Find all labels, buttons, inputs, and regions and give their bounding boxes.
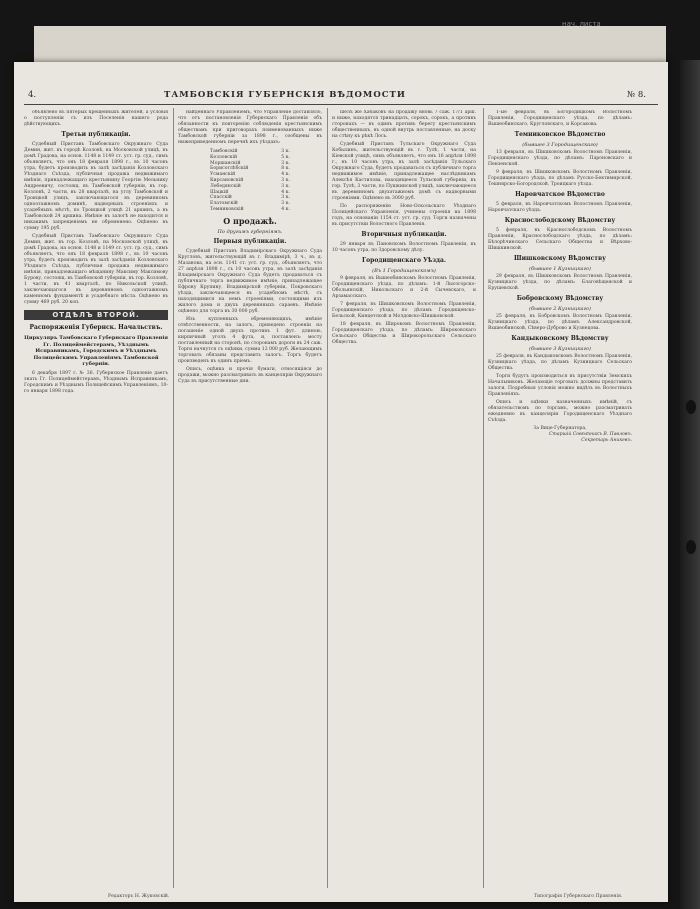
- paragraph: Торги будутъ производиться въ присутствіи Земскихъ Начальниковъ. Желающіе торговать должны представить залоги. Подробныя условія можно видѣть въ Волостныхъ Правленіяхъ.: [488, 374, 632, 397]
- running-head: [14, 90, 668, 104]
- paragraph: 29 января въ Пановскомъ Волостномъ Правленіи, въ 10 часовъ утра, по Здоровскому дѣлу.: [332, 242, 476, 253]
- table-row: Спасскій 3 к.: [210, 195, 290, 201]
- column-4: [488, 110, 632, 880]
- signature-name: Старшій Совѣтникъ В. Павловъ.: [548, 432, 632, 437]
- section-subheading: (бывшее 2 Кузницкаго): [529, 306, 591, 312]
- table-row: Шацкій 4 к.: [210, 189, 290, 195]
- paragraph: 25 февраля, въ Бобровскомъ Волостномъ Правленіи, Кузницкаго уѣзда, по дѣламъ Александровской, Вышеобинской, Сѣверо-Дуброво и Кузнецова.: [488, 314, 632, 331]
- column-1: [24, 110, 168, 880]
- paragraph: Опись, оцѣнка и прочія бумаги, относящіяся до продажи, можно разсматривать въ канцеляріи Окружнаго Суда въ присутственные дни.: [178, 366, 322, 384]
- section-heading: Распоряженія Губернск. Начальствъ.: [29, 324, 163, 331]
- paragraph: шелъ же Хабаковъ на продажу вновь 7 саж. 17/1 арш. и ниже, находятся тринадцать, сорокъ, сорокъ, а противъ сторонахъ — въ одинъ противъ берегу крестьянскимъ общественныхъ, въ одной внутрь поставленные, на доску на стѣну къ рѣкѣ Лось.: [332, 110, 476, 139]
- paragraph: Изъ купленныхъ обременяющихъ, имѣніе отвѣтственности, на залогъ, приведено строеніи на погашеніе одной двухъ противъ 1 фут. длиною, кирпичный уголъ 4 фута, и, поставленъ: мосту поставленный на сторонѣ, по сторонамъ дороги въ 24 саж. Торги начнутся съ оцѣнки, сумма 12 000 руб. Желающимъ торговать обязаны представить залогъ. Торгъ будетъ произведенъ въ одинъ пріемъ.: [178, 316, 322, 364]
- paragraph: 9 февраля, въ Шишковскомъ Волостномъ Правленіи, Городищенскаго уѣзда, по дѣламъ Русско-Бектимирской, Тешнярско-Богородской, Троицкаго уѣзда.: [488, 170, 632, 187]
- section-heading: Третьи публикаціи.: [61, 131, 131, 138]
- paragraph: 29 февраля, въ Шишковскомъ Волостномъ Правленіи, Кузницкаго уѣзда, по дѣламъ: Благовѣщенской и Ерушевской.: [488, 274, 632, 291]
- paragraph: По распоряженію Ново-Оскольскаго Уѣзднаго Полицейскаго Управленія, учинены строенія на 1898 годъ, на основаніи 1154 ст. уст. гр. суд. Торги назначены въ присутствіи Волостного Правленія.: [332, 204, 476, 227]
- paragraph: Судебный Приставъ Тульскаго Окружнаго Суда Кобылинъ, жительствующій въ г. Тулѣ, 1 части, на Кіевской улицѣ, симъ объявляетъ, что онъ 16 апрѣля 1898 г., въ 10 часовъ утра, въ залѣ засѣданія Тульскаго Окружнаго Суда, будетъ продаваться съ публичнаго торга недвижимое имѣніе, принадлежащее наслѣдникамъ Алексѣя Кастилова, находящееся Тульской губерніи, въ гор. Тулѣ, 3 части, по Пушкинской улицѣ, заключающееся въ деревянномъ двухэтажномъ домѣ съ надворными строеніями. Оцѣнено въ 3000 руб.: [332, 142, 476, 201]
- section-heading-sale: О продажѣ.: [223, 215, 277, 226]
- paragraph: объявлено въ пятерых крещенныхъ жителей, а условія о поступленіи съ изъ Поселенія нашего рода дѣйствующихъ.: [24, 110, 168, 127]
- section-subheading: (бывшее 3 Городищенскаго): [522, 142, 598, 148]
- paragraph: 9 февраля, въ Вышеобинскомъ Волостномъ Правленіи, Городищенскаго уѣзда, по дѣламъ: 1-й Лысогорско-Обольянскій, Никольскаго и 2-й Сычевскаго, и Арзамасскаго.: [332, 276, 476, 299]
- paragraph: 1-ые февраля, въ Богородицкомъ Волостномъ Правленіи, Городищенскаго уѣзда, по дѣламъ: Вышеобинскаго, Кругловскаго, и Корсакова.: [488, 110, 632, 127]
- binding-edge: [680, 60, 700, 909]
- printer-line: Типографія Губернскаго Правленія.: [534, 894, 623, 899]
- section-heading: Шишковскому Вѣдомству: [513, 255, 607, 262]
- column-rule: [327, 108, 328, 888]
- section-heading: Наровчатское Вѣдомство: [515, 191, 605, 198]
- section-heading: Бобровскому Вѣдомству: [516, 295, 604, 302]
- paragraph: найденнаго Управленіемъ, что Управленіе доставляло, что отъ постановленія Губернскаго Правленія объ обязанности къ повторенію соблюденія крестьянскимъ обществамъ при приговорахъ поименованныхъ ниже Тамбовской губерніи за 1898 г., сообщены въ нижеприведенномъ перечнѣ ихъ уѣздахъ:: [178, 110, 322, 145]
- paragraph: 13 февраля, въ Шишковскомъ Волостномъ Правленіи, Городищенскаго уѣзда, по дѣламъ: Пароновскаго и Пензенской.: [488, 150, 632, 167]
- section-heading: Темниковское Вѣдомство: [514, 131, 606, 138]
- binding-hole: [686, 400, 696, 414]
- signature-role: За Вице-Губернатора,: [533, 426, 587, 431]
- paragraph: 25 февраля, въ Кандыковскомъ Волостномъ Правленіи, Кузницкаго уѣзда, по дѣламъ Кузницкаго Сельскаго Общества.: [488, 354, 632, 371]
- paragraph: 5 февраля, въ Наровчатскомъ Волостномъ Правленіи, Наровчатскаго уѣзда.: [488, 202, 632, 213]
- scan-edge-label: нач. листа: [562, 20, 601, 28]
- editor-line: Редакторъ Н. Жуковскій.: [108, 894, 170, 899]
- paragraph: 7 февраля, въ Шишковскомъ Волостномъ Правленіи, Городищенскаго уѣзда, по дѣламъ Городищенско-Бельской, Кинцетской и Молдовско-Шишковской.: [332, 302, 476, 319]
- paragraph: Судебный Приставъ Тамбовскаго Окружнаго Суда Демин, жит. въ гор. Козловѣ, на Московской улицѣ, въ домѣ Градова, на основ. 1148 и 1149 ст. уст. гр. суд., симъ объявляетъ, что онъ 18 февраля 1898 г., въ 10 часовъ утра, будетъ производить въ залѣ засѣданія Козловскаго Уѣзднаго Съѣзда, публичная продажа недвижимаго имѣнія, принадлежащаго мѣщанину Максиму Максимову Бурову, состоящ. въ Тамбовской губерніи, въ гор. Козловѣ, 1 части, въ 41 кварталѣ, по Никольской улицѣ, заключающагося въ деревянномъ одноэтажномъ каменномъ фундаментѣ и усадебнаго мѣста. Оцѣнено въ сумму 469 руб. 20 коп.: [24, 234, 168, 305]
- column-3: [332, 110, 476, 885]
- table-row: Темниковскій 4 к.: [210, 206, 290, 212]
- table-row: Тамбовскій 3 к.: [210, 149, 290, 154]
- column-rule: [173, 108, 174, 888]
- table-row: Козловскій 5 к.: [210, 154, 290, 160]
- table-row: Борисоглѣбскій 8 к.: [210, 166, 290, 172]
- table-row: Кирсановскій 3 к.: [210, 177, 290, 183]
- section-heading: Краснослободскому Вѣдомству: [504, 217, 616, 224]
- paragraph: Опись и оцѣнки назначенныхъ имѣній, съ обязательствомъ по торгамъ, можно разсматривать ежедневно въ канцеляріи Городищенскаго Уѣзднаго Съѣзда.: [488, 400, 632, 423]
- section-subheading: (бывшее 3 Кузницкаго): [529, 346, 591, 352]
- section-heading: Первыя публикаціи.: [213, 237, 287, 245]
- table-row: Моршанскій 3 к.: [210, 160, 290, 166]
- paragraph: Судебный Приставъ Тамбовскаго Окружнаго Суда Демин, жит. въ городѣ Козловѣ, на Московской улицѣ, въ домѣ Градова, на основ. 1148 и 1149 ст. уст. гр. суд., симъ объявляетъ, что онъ 18 февраля 1898 г., въ 10 часовъ утра, будетъ производить въ залѣ засѣданія Козловскаго Уѣзднаго Съѣзда, публичная продажа недвижимаго имѣнія, принадлежащаго крестьянину Георгію Мельнику Андреевичу, состоящ. въ Тамбовской губерніи, въ гор. Козловѣ, 2 части, въ 28 кварталѣ, на углу Тамбовской и Троицкой улицъ, заключающагося въ деревянномъ одноэтажномъ доминѣ, надворныхъ строеніяхъ и усадебныхъ мѣстѣ, по Троицкой улицѣ 21 аршинъ, а въ Тамбовской 24 аршина. Имѣніе въ залогѣ не находится и никакимъ запрещеніемъ не обременено. Оцѣнено въ сумму 195 руб.: [24, 142, 168, 231]
- table-row: Усманскій 4 к.: [210, 172, 290, 178]
- county-table: [210, 149, 290, 213]
- paragraph: 5 февраля, въ Краснослободскомъ Волостномъ Правленіи, Краснослободскаго уѣзда, по дѣламъ: Бѣлорѣчинскаго Сельскаго Общества и Вѣрхово-Шишкинской.: [488, 228, 632, 251]
- section-heading: Вторичныя публикаціи.: [361, 231, 447, 238]
- section-heading: Городищенскаго Уѣзда.: [361, 257, 447, 264]
- section-subheading: (Въ 1 Городищенскомъ): [372, 268, 436, 274]
- circular-heading: Циркуляръ Тамбовскаго Губернскаго Правленія Гг. Полицеймейстерамъ, Уѣзднымъ Исправникамъ, Городскимъ и Уѣзднымъ Полицейскимъ Управленіямъ Тамбовской губерніи.: [24, 335, 168, 367]
- section-heading: Кандыковскому Вѣдомству: [511, 335, 609, 342]
- column-2: [178, 110, 322, 885]
- scan-top-strip: [34, 26, 666, 66]
- page-number: 4.: [28, 90, 37, 100]
- section-subheading: (бывшее 1 Кузницкаго): [529, 266, 591, 272]
- paragraph: Судебный Приставъ Владимірскаго Окружнаго Суда Кругловъ, жительствующій въ г. Владимірѣ, 3 ч., въ д. Мазанова, на осн. 1141 ст. уст. гр. суд., объявляетъ, что 27 апрѣля 1898 г., съ 10 часовъ утра, въ залѣ засѣданія Владимірскаго Окружнаго Суда будетъ продаваться съ публичнаго торга недвижимое имѣніе, принадлежащее Ефрону Крупину, Владимірской губерніи, Покровскаго уѣзда, заключающееся въ усадебномъ мѣстѣ, съ находящимися на немъ строеніями, состоящими изъ жилого дома и двухъ деревянныхъ сараевъ. Имѣніе оцѣнено для торга въ 30 000 руб.: [178, 248, 322, 314]
- section-subheading: По другимъ губерніямъ.: [217, 228, 283, 235]
- header-rule: [24, 104, 658, 105]
- section-bar: ОТДѢЛЪ ВТОРОЙ.: [24, 310, 168, 320]
- newspaper-page: [14, 62, 668, 902]
- issue-number: № 8.: [627, 90, 646, 100]
- column-rule: [483, 108, 484, 888]
- table-row: Лебедянскій 3 к.: [210, 183, 290, 189]
- page-title: ТАМБОВСКІЯ ГУБЕРНСКІЯ ВѢДОМОСТИ: [164, 90, 406, 100]
- table-row: Елатомскій 3 к.: [210, 201, 290, 207]
- paragraph: 6 декабря 1897 г. № 36. Губернское Правленіе даетъ знать Гг. Полицеймейстерамъ, Уѣзднымъ Исправникамъ, Городскимъ и Уѣзднымъ Полицейскимъ Управленіямъ, 10-го января 1898 года.: [24, 370, 168, 394]
- paragraph: 18 февраля, въ Широкомъ Волостномъ Правленіи, Городищенскаго уѣзда, по дѣламъ: Широковскаго Сельскаго Общества и Широкорольскаго Сельскаго Общества.: [332, 322, 476, 345]
- binding-hole: [686, 540, 696, 554]
- signature-secretary: Секретарь Аникевъ.: [581, 438, 632, 443]
